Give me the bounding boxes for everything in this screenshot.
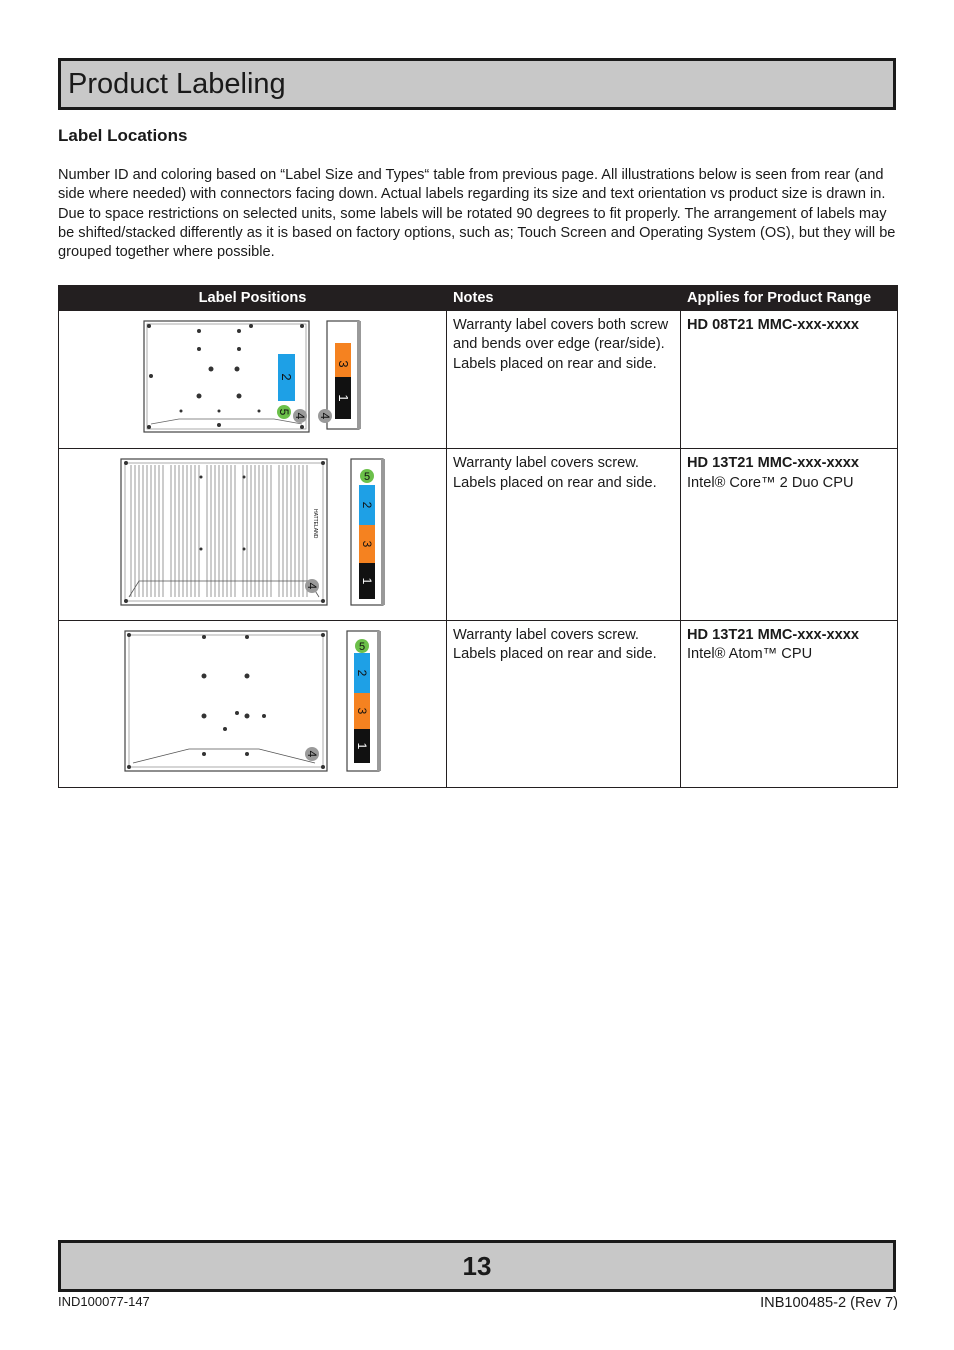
row-3-notes: Warranty label covers screw. Labels placed on rear and side.	[447, 620, 681, 787]
label-3-text: 3	[355, 707, 369, 714]
label-3-text: 3	[336, 360, 351, 368]
label-4-text: 4	[305, 582, 319, 590]
label-4-side-text: 4	[318, 412, 332, 420]
page-number: 13	[462, 1251, 492, 1281]
label-2-text: 2	[360, 501, 374, 509]
row-2-range-cpu: Intel® Core™ 2 Duo CPU	[687, 474, 854, 491]
row-3-range-cpu: Intel® Atom™ CPU	[687, 645, 813, 662]
row-2-notes: Warranty label covers screw. Labels placed on rear and side.	[447, 449, 681, 620]
row-3-range-model: HD 13T21 MMC-xxx-xxxx	[687, 626, 859, 643]
label-4-text: 4	[305, 750, 319, 757]
figure-08t21	[59, 311, 445, 442]
label-position-figure-1	[59, 311, 447, 449]
header-label-positions: Label Positions	[59, 286, 447, 311]
label-2-text: 2	[279, 373, 294, 381]
label-4-text: 4	[293, 412, 307, 420]
label-position-figure-2	[59, 449, 447, 620]
label-positions-table	[58, 285, 898, 788]
row-3-range	[681, 620, 898, 787]
label-3-text: 3	[360, 540, 374, 548]
row-2-range-model: HD 13T21 MMC-xxx-xxxx	[687, 455, 859, 472]
figure-13t21-core2	[59, 449, 445, 613]
label-2-text: 2	[355, 669, 369, 676]
document-id-right: INB100485-2 (Rev 7)	[760, 1295, 898, 1311]
brand-mark: HATTELAND	[312, 509, 318, 539]
label-5-text: 5	[277, 408, 291, 416]
header-product-range: Applies for Product Range	[681, 286, 898, 311]
label-1-text: 1	[360, 577, 374, 585]
row-1-range-model: HD 08T21 MMC-xxx-xxxx	[687, 317, 859, 333]
row-2-range	[681, 449, 898, 620]
label-position-figure-3	[59, 620, 447, 787]
intro-paragraph: Number ID and coloring based on “Label Size and Types“ table from previous page. All illustrations below is seen from rear (and side where needed) with connectors facing down. Actual labels regarding its size and text orientation vs product size is drawn in. Due to space restrictions on selected units, some labels will be rotated 90 degrees to fit properly. The arrangement of labels may be shifted/stacked differently as it is based on factory options, such as; Touch Screen and Operating System (OS), but they will be grouped together where possible.	[58, 167, 896, 261]
label-5-text: 5	[358, 640, 366, 653]
page-title: Product Labeling	[68, 68, 286, 100]
table-row	[59, 449, 898, 620]
page-number-bar	[58, 1240, 896, 1292]
row-1-range	[681, 311, 898, 449]
section-heading: Label Locations	[58, 126, 188, 145]
table-header-row	[59, 286, 898, 311]
header-notes: Notes	[447, 286, 681, 311]
label-5-text: 5	[363, 471, 371, 484]
table-row	[59, 620, 898, 787]
label-1-text: 1	[355, 742, 369, 749]
table-row	[59, 311, 898, 449]
document-id-left: IND100077-147	[58, 1294, 150, 1309]
label-1-text: 1	[336, 394, 351, 402]
page-title-bar	[58, 58, 896, 110]
figure-13t21-atom	[59, 621, 445, 781]
row-1-notes: Warranty label covers both screw and bends over edge (rear/side). Labels placed on rear and side.	[447, 311, 681, 449]
